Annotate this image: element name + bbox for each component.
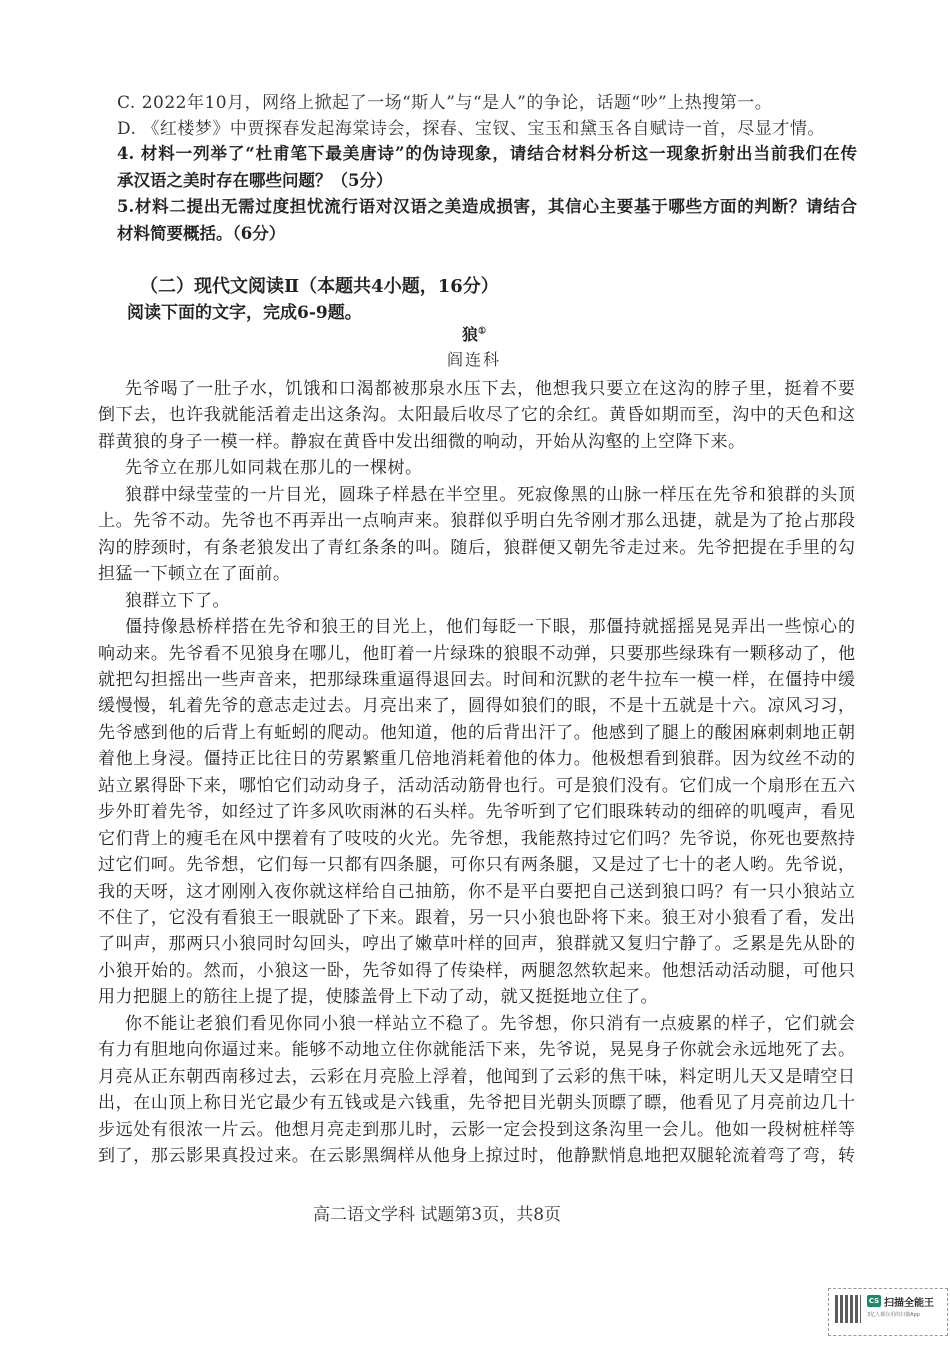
paragraph-line: 出，在山顶上称日光它最少有五钱或是六钱重，先爷把目光朝头顶瞟了瞟，他看见了月亮前边几十 [98,1093,855,1114]
paragraph-line: 步外盯着先爷，如经过了许多风吹雨淋的石头样。先爷听到了它们眼珠转动的细碎的叽嘎声，看见 [98,802,855,823]
paragraph-line: 先爷喝了一肚子水，饥饿和口渴都被那泉水压下去，他想我只要立在这沟的脖子里，挺着不要 [125,379,855,399]
paragraph-line: 着他上身浸。僵持正比往日的劳累繁重几倍地消耗着他的体力。他极想看到狼群。因为纹丝不动的 [98,749,855,770]
paragraph-line: 它们背上的瘦毛在风中摆着有了吱吱的火光。先爷想，我能熬持过它们吗？先爷说，你死也要熬持 [98,828,855,849]
passage-author: 阎连科 [447,350,502,369]
watermark-tagline: 3亿人都在用的扫描App [867,1312,920,1318]
passage-title-text: 狼 [462,325,479,344]
paragraph-line: 狼群中绿莹莹的一片目光，圆珠子样悬在半空里。死寂像黑的山脉一样压在先爷和狼群的头顶 [125,484,855,505]
paragraph-line: 过它们呵。先爷想，它们每一只都有四条腿，可你只有两条腿，又是过了七十的老人哟。先爷说， [98,855,855,876]
passage-title [462,322,486,345]
answer-option: C. 2022年10月，网络上掀起了一场“斯人”与“是人”的争论，话题“吵”上热搜第一。 [117,93,773,113]
paragraph-line: 就把勾担摇出一些声音来，把那绿珠重逼得退回去。时间和沉默的老牛拉车一模一样，在僵持中缓 [98,669,855,690]
cs-logo-icon: CS [868,1297,880,1305]
paragraph-line: 月亮从正东朝西南移过去，云彩在月亮脸上浮着，他闻到了云彩的焦干味，料定明儿天又是晴空日 [98,1066,855,1087]
paragraph-line: 先爷感到他的后背上有蚯蚓的爬动。他知道，他的后背出汗了。他感到了腿上的酸困麻刺刺地正朝 [98,722,855,743]
paragraph-line: 到了，那云影果真投过来。在云影黑绸样从他身上掠过时，他静默悄息地把双腿轮流着弯了弯，转 [98,1146,855,1167]
paragraph-line: 僵持像悬桥样搭在先爷和狼王的目光上，他们每眨一下眼，那僵持就摇摇晃晃弄出一些惊心的 [125,617,855,638]
answer-option: D. 《红楼梦》中贾探春发起海棠诗会，探春、宝钗、宝玉和黛玉各自赋诗一首，尽显才情。 [117,119,825,139]
paragraph-line: 担猛一下顿立在了面前。 [98,564,291,585]
watermark-name: 扫描全能王 [884,1298,934,1309]
question-line: 4. 材料一列举了“杜甫笔下最美唐诗”的伪诗现象，请结合材料分析这一现象折射出当前我们在传 [117,144,857,163]
page-footer: 高二语文学科 试题第3页，共8页 [313,1205,562,1225]
paragraph-line: 先爷立在那儿如同栽在那儿的一棵树。 [125,458,423,479]
scanner-watermark [828,1288,948,1336]
paragraph-line: 响动来。先爷看不见狼身在哪儿，他盯着一片绿珠的狼眼不动弹，只要那些绿珠有一颗移动了，他 [98,643,855,664]
paragraph-line: 步远处有很浓一片云。他想月亮走到那儿时，云影一定会投到这条沟里一会儿。他如一段树桩样等 [98,1119,855,1140]
paragraph-line: 缓慢慢，轧着先爷的意志走过去。月亮出来了，圆得如狼们的眼，不是十五就是十六。凉风习习， [98,696,855,717]
paragraph-line: 狼群立下了。 [125,590,230,611]
paragraph-line: 上。先爷不动。先爷也不再弄出一点响声来。狼群似乎明白先爷刚才那么迅捷，就是为了抢占那段 [98,511,855,532]
paragraph-line: 我的天呀，这才刚刚入夜你就这样给自己抽筋，你不是平白要把自己送到狼口吗？有一只小狼站立 [98,881,855,902]
paragraph-line: 了叫声，那两只小狼同时勾回头，哼出了嫩草叶样的回声，狼群就又复归宁静了。乏累是先从卧的 [98,934,855,955]
question-line: 材料简要概括。（6分） [117,223,286,243]
section-heading: （二）现代文阅读Ⅱ（本题共4小题，16分） [140,276,499,297]
paragraph-line: 小狼开始的。然而，小狼这一卧，先爷如得了传染样，两腿忽然软起来。他想活动活动腿，可他只 [98,960,855,981]
paragraph-line: 站立累得卧下来，哪怕它们动动身子，活动活动筋骨也行。可是狼们没有。它们成一个扇形在五六 [98,775,855,796]
paragraph-line: 用力把腿上的筋往上提了提，使膝盖骨上下动了动，就又挺挺地立住了。 [98,987,658,1008]
question-line: 承汉语之美时存在哪些问题？（5分） [117,170,393,190]
footnote-marker: ① [478,326,487,337]
paragraph-line: 不住了，它没有看狼王一眼就卧了下来。跟着，另一只小狼也卧将下来。狼王对小狼看了看，发出 [98,908,855,928]
paragraph-line: 有力有胆地向你逼过来。能够不动地立住你就能活下来，先爷说，晃晃身子你就会永远地死了去。 [98,1040,855,1061]
paragraph-line: 倒下去，也许我就能活着走出这条沟。太阳最后收尽了它的余红。黄昏如期而至，沟中的天色和这 [98,405,855,426]
paragraph-line: 群黄狼的身子一模一样。静寂在黄昏中发出细微的响动，开始从沟壑的上空降下来。 [98,431,746,452]
paragraph-line: 你不能让老狼们看见你同小狼一样站立不稳了。先爷想，你只消有一点疲累的样子，它们就会 [125,1013,855,1034]
question-line: 5.材料二提出无需过度担忧流行语对汉语之美造成损害，其信心主要基于哪些方面的判断？请结合 [117,197,857,216]
paragraph-line: 沟的脖颈时，有条老狼发出了青红条条的叫。随后，狼群便又朝先爷走过来。先爷把提在手里的勾 [98,537,855,558]
section-instruction: 阅读下面的文字，完成6-9题。 [127,303,362,323]
qr-code-icon [835,1295,861,1323]
